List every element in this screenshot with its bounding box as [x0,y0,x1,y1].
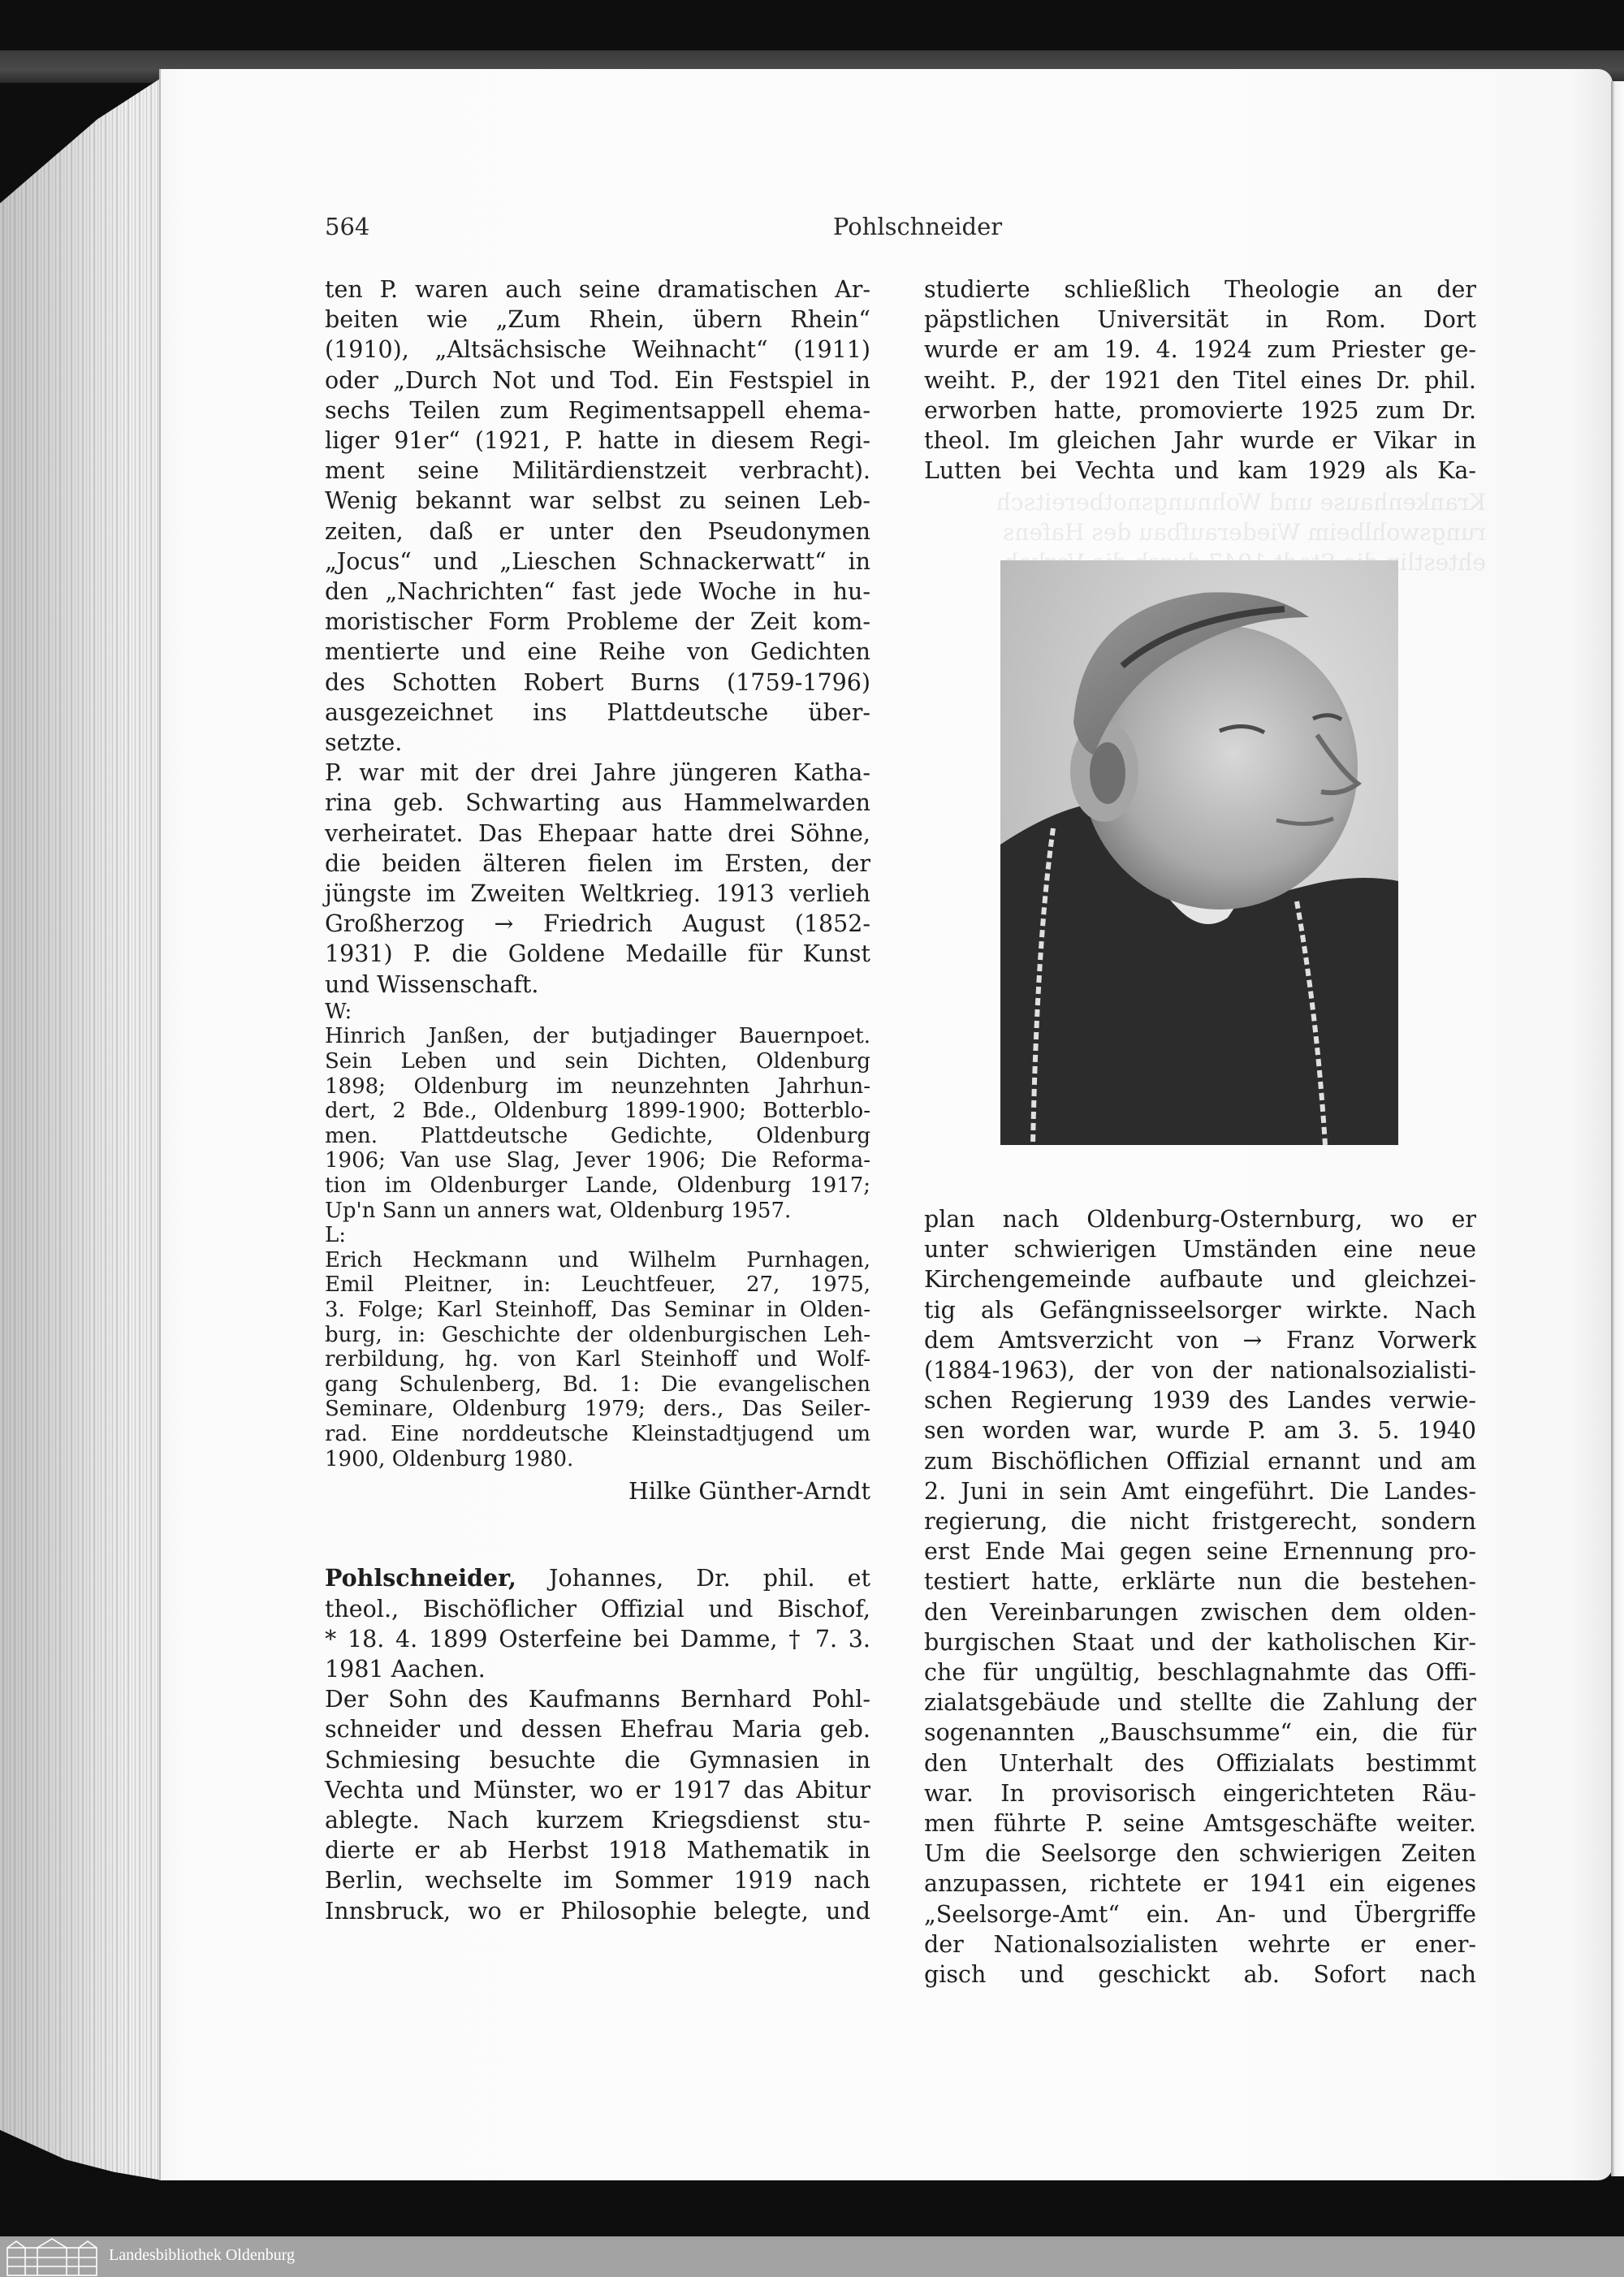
text-line: der Nationalsozialisten wehrte er ener- [924,1930,1476,1958]
text-line: dert, 2 Bde., Oldenburg 1899-1900; Botterblo- [325,1099,870,1124]
text-line: oder „Durch Not und Tod. Ein Festspiel in [325,366,870,394]
text-line: den Unterhalt des Offizialats bestimmt [924,1749,1476,1777]
text-line: gisch und geschickt ab. Sofort nach [924,1961,1476,1989]
text-line: beiten wie „Zum Rhein, übern Rhein“ [325,306,870,334]
text-line: * 18. 4. 1899 Osterfeine bei Damme, † 7. 3. [325,1625,870,1653]
text-line: che für ungültig, beschlagnahmte das Offi- [924,1659,1476,1687]
entry-continuation-2 [924,1204,1476,1990]
text-line: (1884-1963), der von der nationalsozialisti- [924,1357,1476,1385]
article-author: Hilke Günther-Arndt [628,1478,870,1506]
text-line: anzupassen, richtete er 1941 ein eigenes [924,1870,1476,1898]
text-line: Emil Pleitner, in: Leuchtfeuer, 27, 1975, [325,1272,870,1298]
book-right-edge [1611,81,1624,2176]
text-line: sogenannten „Bauschsumme“ ein, die für [924,1719,1476,1747]
text-line: ten P. waren auch seine dramatischen Ar- [325,276,870,303]
entry-body [325,1684,870,1926]
text-line: „Jocus“ und „Lieschen Schnackerwatt“ in [325,547,870,575]
left-column [325,274,870,1926]
text-line: liger 91er“ (1921, P. hatte in diesem Regi- [325,427,870,455]
library-building-icon [5,2238,101,2277]
text-line: rerbildung, hg. von Karl Steinhoff und Wolf- [325,1347,870,1372]
text-line: tig als Gefängnisseelsorger wirkte. Nach [924,1296,1476,1324]
entry-heading [325,1563,870,1684]
right-column-top [924,274,1476,486]
text-line: die beiden älteren fielen im Ersten, der [325,849,870,877]
running-title: Pohlschneider [832,213,1003,240]
text-line: testiert hatte, erklärte nun die bestehen- [924,1568,1476,1596]
text-line: ablegte. Nach kurzem Kriegsdienst stu- [325,1806,870,1834]
text-line: (1910), „Altsächsische Weihnacht“ (1911) [325,336,870,364]
page-number: 564 [325,213,370,240]
text-line: erworben hatte, promovierte 1925 zum Dr. [924,396,1476,424]
text-line: päpstlichen Universität in Rom. Dort [924,306,1476,334]
text-line: gang Schulenberg, Bd. 1: Die evangelischen [325,1372,870,1397]
works-section [325,1000,870,1471]
text-line: weiht. P., der 1921 den Titel eines Dr. phil. [924,366,1476,394]
text-line: des Schotten Robert Burns (1759-1796) [325,668,870,696]
text-line: Erich Heckmann und Wilhelm Purnhagen, [325,1247,870,1272]
literature-label: L: [325,1223,347,1248]
text-line: 1981 Aachen. [325,1655,486,1683]
text-line: 3. Folge; Karl Steinhoff, Das Seminar in Olden- [325,1298,870,1322]
text-line: unter schwierigen Umständen eine neue [924,1236,1476,1264]
text-line: zialatsgebäude und stellte die Zahlung der [924,1689,1476,1717]
text-line: Vechta und Münster, wo er 1917 das Abitur [325,1776,870,1804]
text-line: Großherzog → Friedrich August (1852- [325,910,870,938]
entry-continuation [924,274,1476,486]
text-line: Lutten bei Vechta und kam 1929 als Ka- [924,457,1476,485]
text-line: Sein Leben und sein Dichten, Oldenburg [325,1049,870,1074]
text-line: dierte er ab Herbst 1918 Mathematik in [325,1837,870,1864]
text-line: wurde er am 19. 4. 1924 zum Priester ge- [924,336,1476,364]
text-line: Schmiesing besuchte die Gymnasien in [325,1746,870,1774]
text-line: theol., Bischöflicher Offizial und Bischof, [325,1595,870,1622]
footer-bar [0,2236,1624,2277]
text-line: dem Amtsverzicht von → Franz Vorwerk [924,1326,1476,1354]
entry-headword: Pohlschneider, [325,1564,516,1592]
text-line: den „Nachrichten“ fast jede Woche in hu- [325,578,870,606]
text-line: war. In provisorisch eingerichteten Räu- [924,1779,1476,1807]
text-line: Up'n Sann un anners wat, Oldenburg 1957. [325,1198,792,1223]
text-line: zum Bischöflichen Offizial ernannt und am [924,1447,1476,1475]
text-line: Wenig bekannt war selbst zu seinen Leb- [325,487,870,515]
text-line: verheiratet. Das Ehepaar hatte drei Söhne, [325,819,870,847]
text-line: studierte schließlich Theologie an der [924,276,1476,303]
running-head [325,213,1478,245]
text-line: Innsbruck, wo er Philosophie belegte, und [325,1897,870,1925]
text-line: Um die Seelsorge den schwierigen Zeiten [924,1840,1476,1868]
text-line: 1906; Van use Slag, Jever 1906; Die Reforma- [325,1148,870,1173]
text-line: Kirchengemeinde aufbaute und gleichzei- [924,1266,1476,1294]
text-line: rad. Eine norddeutsche Kleinstadtjugend um [325,1421,870,1446]
footer-label: Landesbibliothek Oldenburg [109,2246,296,2264]
text-line: men. Plattdeutsche Gedichte, Oldenburg [325,1123,870,1148]
text-line: jüngste im Zweiten Weltkrieg. 1913 verlieh [325,880,870,908]
text-line: regierung, die nicht fristgerecht, sondern [924,1508,1476,1536]
text-line: „Seelsorge-Amt“ ein. An- und Übergriffe [924,1900,1476,1928]
works-list [325,1024,870,1223]
text-line: Der Sohn des Kaufmanns Bernhard Pohl- [325,1686,870,1713]
text-line: setzte. [325,729,403,757]
text-line: P. war mit der drei Jahre jüngeren Katha- [325,759,870,787]
text-line: 1898; Oldenburg im neunzehnten Jahrhun- [325,1074,870,1099]
portrait-image [1000,560,1398,1145]
entry-name-details: Johannes, Dr. phil. et [516,1565,870,1592]
text-line: plan nach Oldenburg-Osternburg, wo er [924,1206,1476,1233]
text-line: sechs Teilen zum Regimentsappell ehema- [325,396,870,424]
entry-first-line [325,1563,870,1593]
text-line: schneider und dessen Ehefrau Maria geb. [325,1716,870,1743]
text-line: den Vereinbarungen zwischen dem olden- [924,1598,1476,1626]
works-label: W: [325,999,352,1024]
text-line: erst Ende Mai gegen seine Ernennung pro- [924,1538,1476,1566]
previous-entry-paragraph [325,274,870,758]
text-line: 2. Juni in sein Amt eingeführt. Die Landes- [924,1477,1476,1505]
text-line: sen worden war, wurde P. am 3. 5. 1940 [924,1417,1476,1445]
text-line: moristischer Form Probleme der Zeit kom- [325,608,870,636]
text-line: 1931) P. die Goldene Medaille für Kunst [325,940,870,968]
text-line: zeiten, daß er unter den Pseudonymen [325,517,870,545]
family-paragraph [325,758,870,1000]
text-line: Hinrich Janßen, der butjadinger Bauernpoet. [325,1024,870,1049]
text-line: rina geb. Schwarting aus Hammelwarden [325,789,870,817]
text-line: ausgezeichnet ins Plattdeutsche über- [325,698,870,726]
text-line: theol. Im gleichen Jahr wurde er Vikar in [924,427,1476,455]
right-column-bottom [924,1204,1476,1990]
text-line: men führte P. seine Amtsgeschäfte weiter. [924,1810,1476,1838]
literature-list [325,1248,870,1471]
text-line: schen Regierung 1939 des Landes verwie- [924,1387,1476,1415]
text-line: burgischen Staat und der katholischen Kir- [924,1628,1476,1656]
portrait-photo [1000,560,1398,1145]
text-line: ment seine Militärdienstzeit verbracht). [325,457,870,485]
text-line: burg, in: Geschichte der oldenburgischen Leh- [325,1322,870,1347]
text-line: tion im Oldenburger Lande, Oldenburg 1917; [325,1173,870,1199]
text-line: Berlin, wechselte im Sommer 1919 nach [325,1867,870,1895]
text-line: Seminare, Oldenburg 1979; ders., Das Seiler- [325,1397,870,1422]
book-page-stack [0,77,162,2180]
text-line: mentierte und eine Reihe von Gedichten [325,638,870,666]
text-line: und Wissenschaft. [325,970,539,998]
text-line: 1900, Oldenburg 1980. [325,1446,574,1471]
